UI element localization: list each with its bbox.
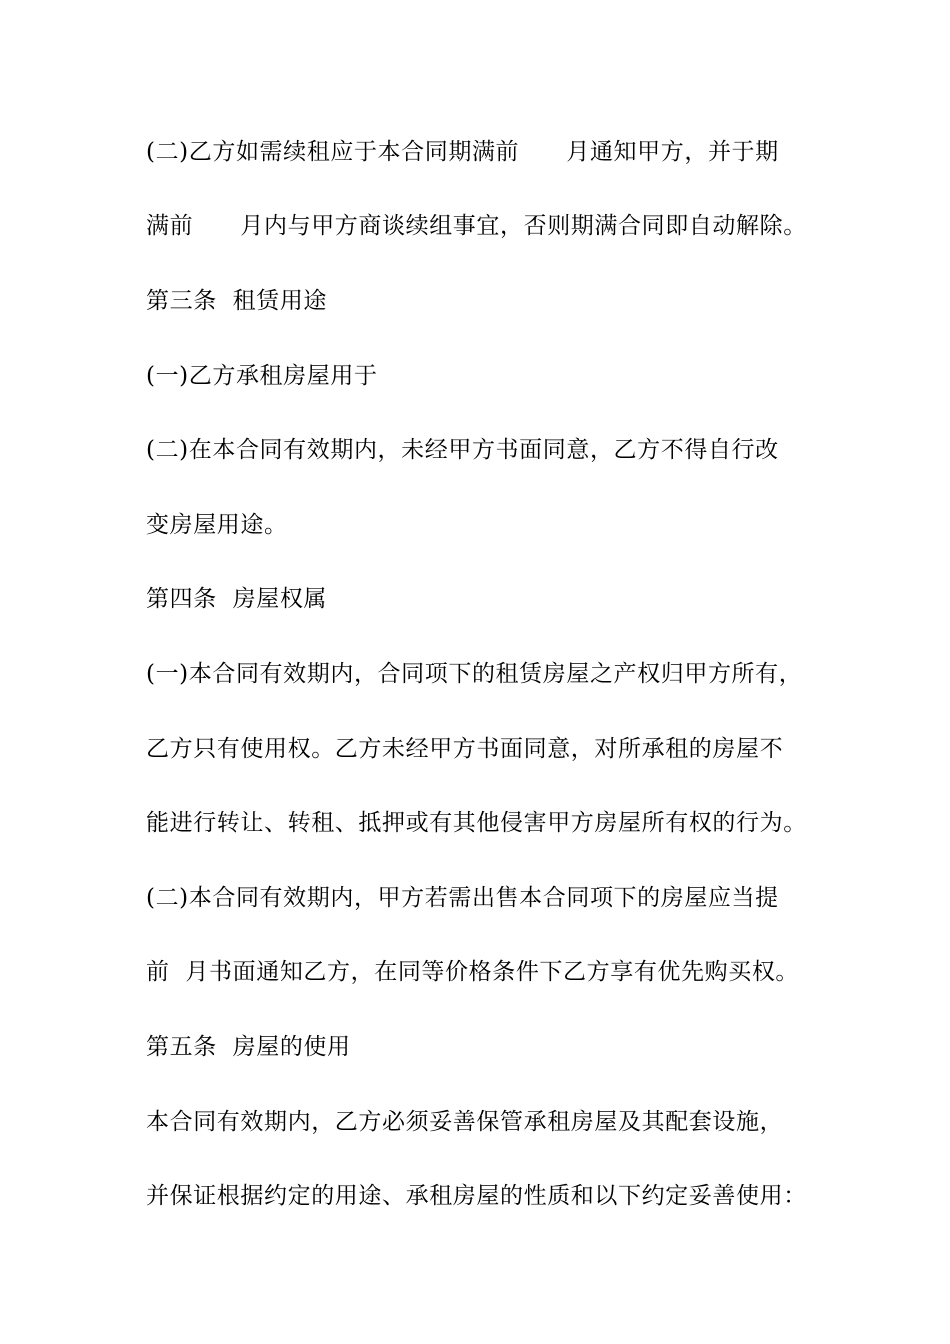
- paragraph-line: (二)本合同有效期内，甲方若需出售本合同项下的房屋应当提: [146, 885, 779, 911]
- section-heading: 第五条 房屋的使用: [146, 1034, 351, 1060]
- paragraph-line: (一)乙方承租房屋用于: [146, 363, 378, 389]
- paragraph-line: 能进行转让、转租、抵押或有其他侵害甲方房屋所有权的行为。: [146, 810, 807, 836]
- section-heading: 第三条 租赁用途: [146, 288, 328, 314]
- paragraph-line: 前 月书面通知乙方，在同等价格条件下乙方享有优先购买权。: [146, 959, 800, 985]
- paragraph-line: 变房屋用途。: [146, 512, 288, 538]
- paragraph-line: 满前 月内与甲方商谈续组事宜，否则期满合同即自动解除。: [146, 213, 807, 239]
- paragraph-line: (二)乙方如需续租应于本合同期满前 月通知甲方，并于期: [146, 139, 779, 165]
- paragraph-line: (一)本合同有效期内，合同项下的租赁房屋之产权归甲方所有，: [146, 661, 803, 687]
- paragraph-line: 本合同有效期内，乙方必须妥善保管承租房屋及其配套设施，: [146, 1109, 784, 1135]
- paragraph-line: 并保证根据约定的用途、承租房屋的性质和以下约定妥善使用：: [146, 1183, 807, 1209]
- section-heading: 第四条 房屋权属: [146, 586, 328, 612]
- paragraph-line: (二)在本合同有效期内，未经甲方书面同意，乙方不得自行改: [146, 437, 779, 463]
- paragraph-line: 乙方只有使用权。乙方未经甲方书面同意，对所承租的房屋不: [146, 736, 784, 762]
